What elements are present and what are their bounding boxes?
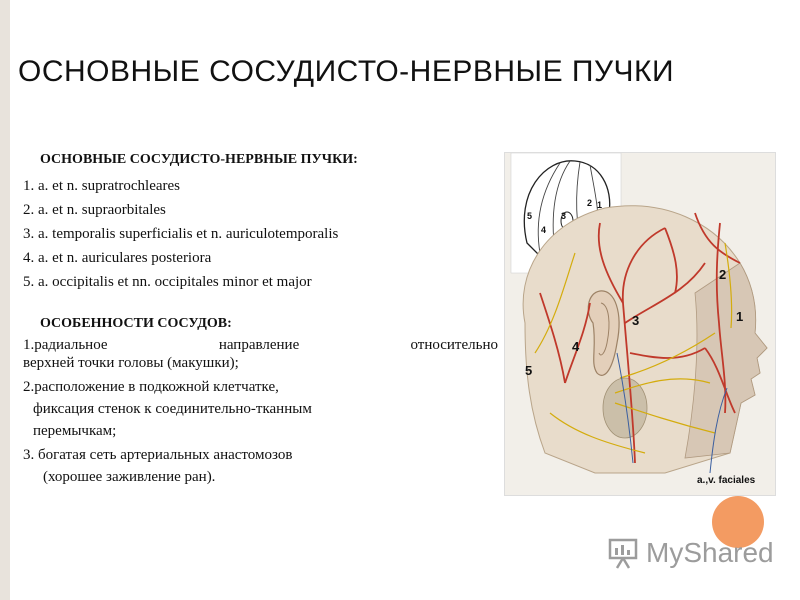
bundles-list [23, 174, 338, 294]
features-heading: ОСОБЕННОСТИ СОСУДОВ: [40, 316, 232, 331]
feature-word: относительно [410, 337, 498, 353]
inset-label: 1 [597, 200, 603, 210]
feature-3-line-1: 3. богатая сеть артериальных анастомозов [23, 447, 293, 463]
bundles-heading: ОСНОВНЫЕ СОСУДИСТО-НЕРВНЫЕ ПУЧКИ: [40, 152, 358, 167]
figure-label: 2 [719, 267, 727, 282]
slide-title: ОСНОВНЫЕ СОСУДИСТО-НЕРВНЫЕ ПУЧКИ [18, 55, 675, 88]
figure-label: 1 [736, 309, 744, 324]
presentation-board-icon [606, 536, 640, 570]
inset-label: 5 [527, 211, 533, 221]
head-anatomy-figure [504, 152, 776, 496]
myshared-logo[interactable] [606, 536, 774, 570]
bundle-item: 3. a. temporalis superficialis et n. auriculotemporalis [23, 226, 339, 242]
figure-label: 5 [525, 363, 533, 378]
figure-caption: a.,v. faciales [697, 475, 756, 486]
feature-1-line-2: верхней точки головы (макушки); [23, 355, 239, 371]
inset-label: 2 [587, 198, 593, 208]
inset-label: 3 [561, 211, 567, 221]
head-illustration [505, 153, 775, 495]
bundle-item: 4. a. et n. auriculares posteriora [23, 250, 212, 266]
feature-3-line-2: (хорошее заживление ран). [43, 469, 216, 485]
figure-label: 3 [632, 313, 640, 328]
features-list [23, 336, 498, 486]
bundle-item: 1. a. et n. supratrochleares [23, 178, 181, 194]
feature-word: направление [218, 337, 300, 353]
feature-1-line-1 [23, 336, 498, 354]
figure-label: 4 [572, 339, 580, 354]
bundle-item: 2. a. et n. supraorbitales [23, 202, 166, 218]
feature-2-line-1: 2.расположение в подкожной клетчатке, [23, 379, 279, 395]
slide-left-border [0, 0, 10, 600]
logo-text: MyShared [646, 537, 774, 568]
feature-word: 1.радиальное [23, 337, 108, 353]
feature-2-line-3: перемычкам; [33, 423, 117, 439]
inset-label: 4 [541, 225, 547, 235]
feature-2-line-2: фиксация стенок к соединительно-тканным [33, 401, 312, 417]
bundle-item: 5. a. occipitalis et nn. occipitales minor et major [23, 274, 312, 290]
